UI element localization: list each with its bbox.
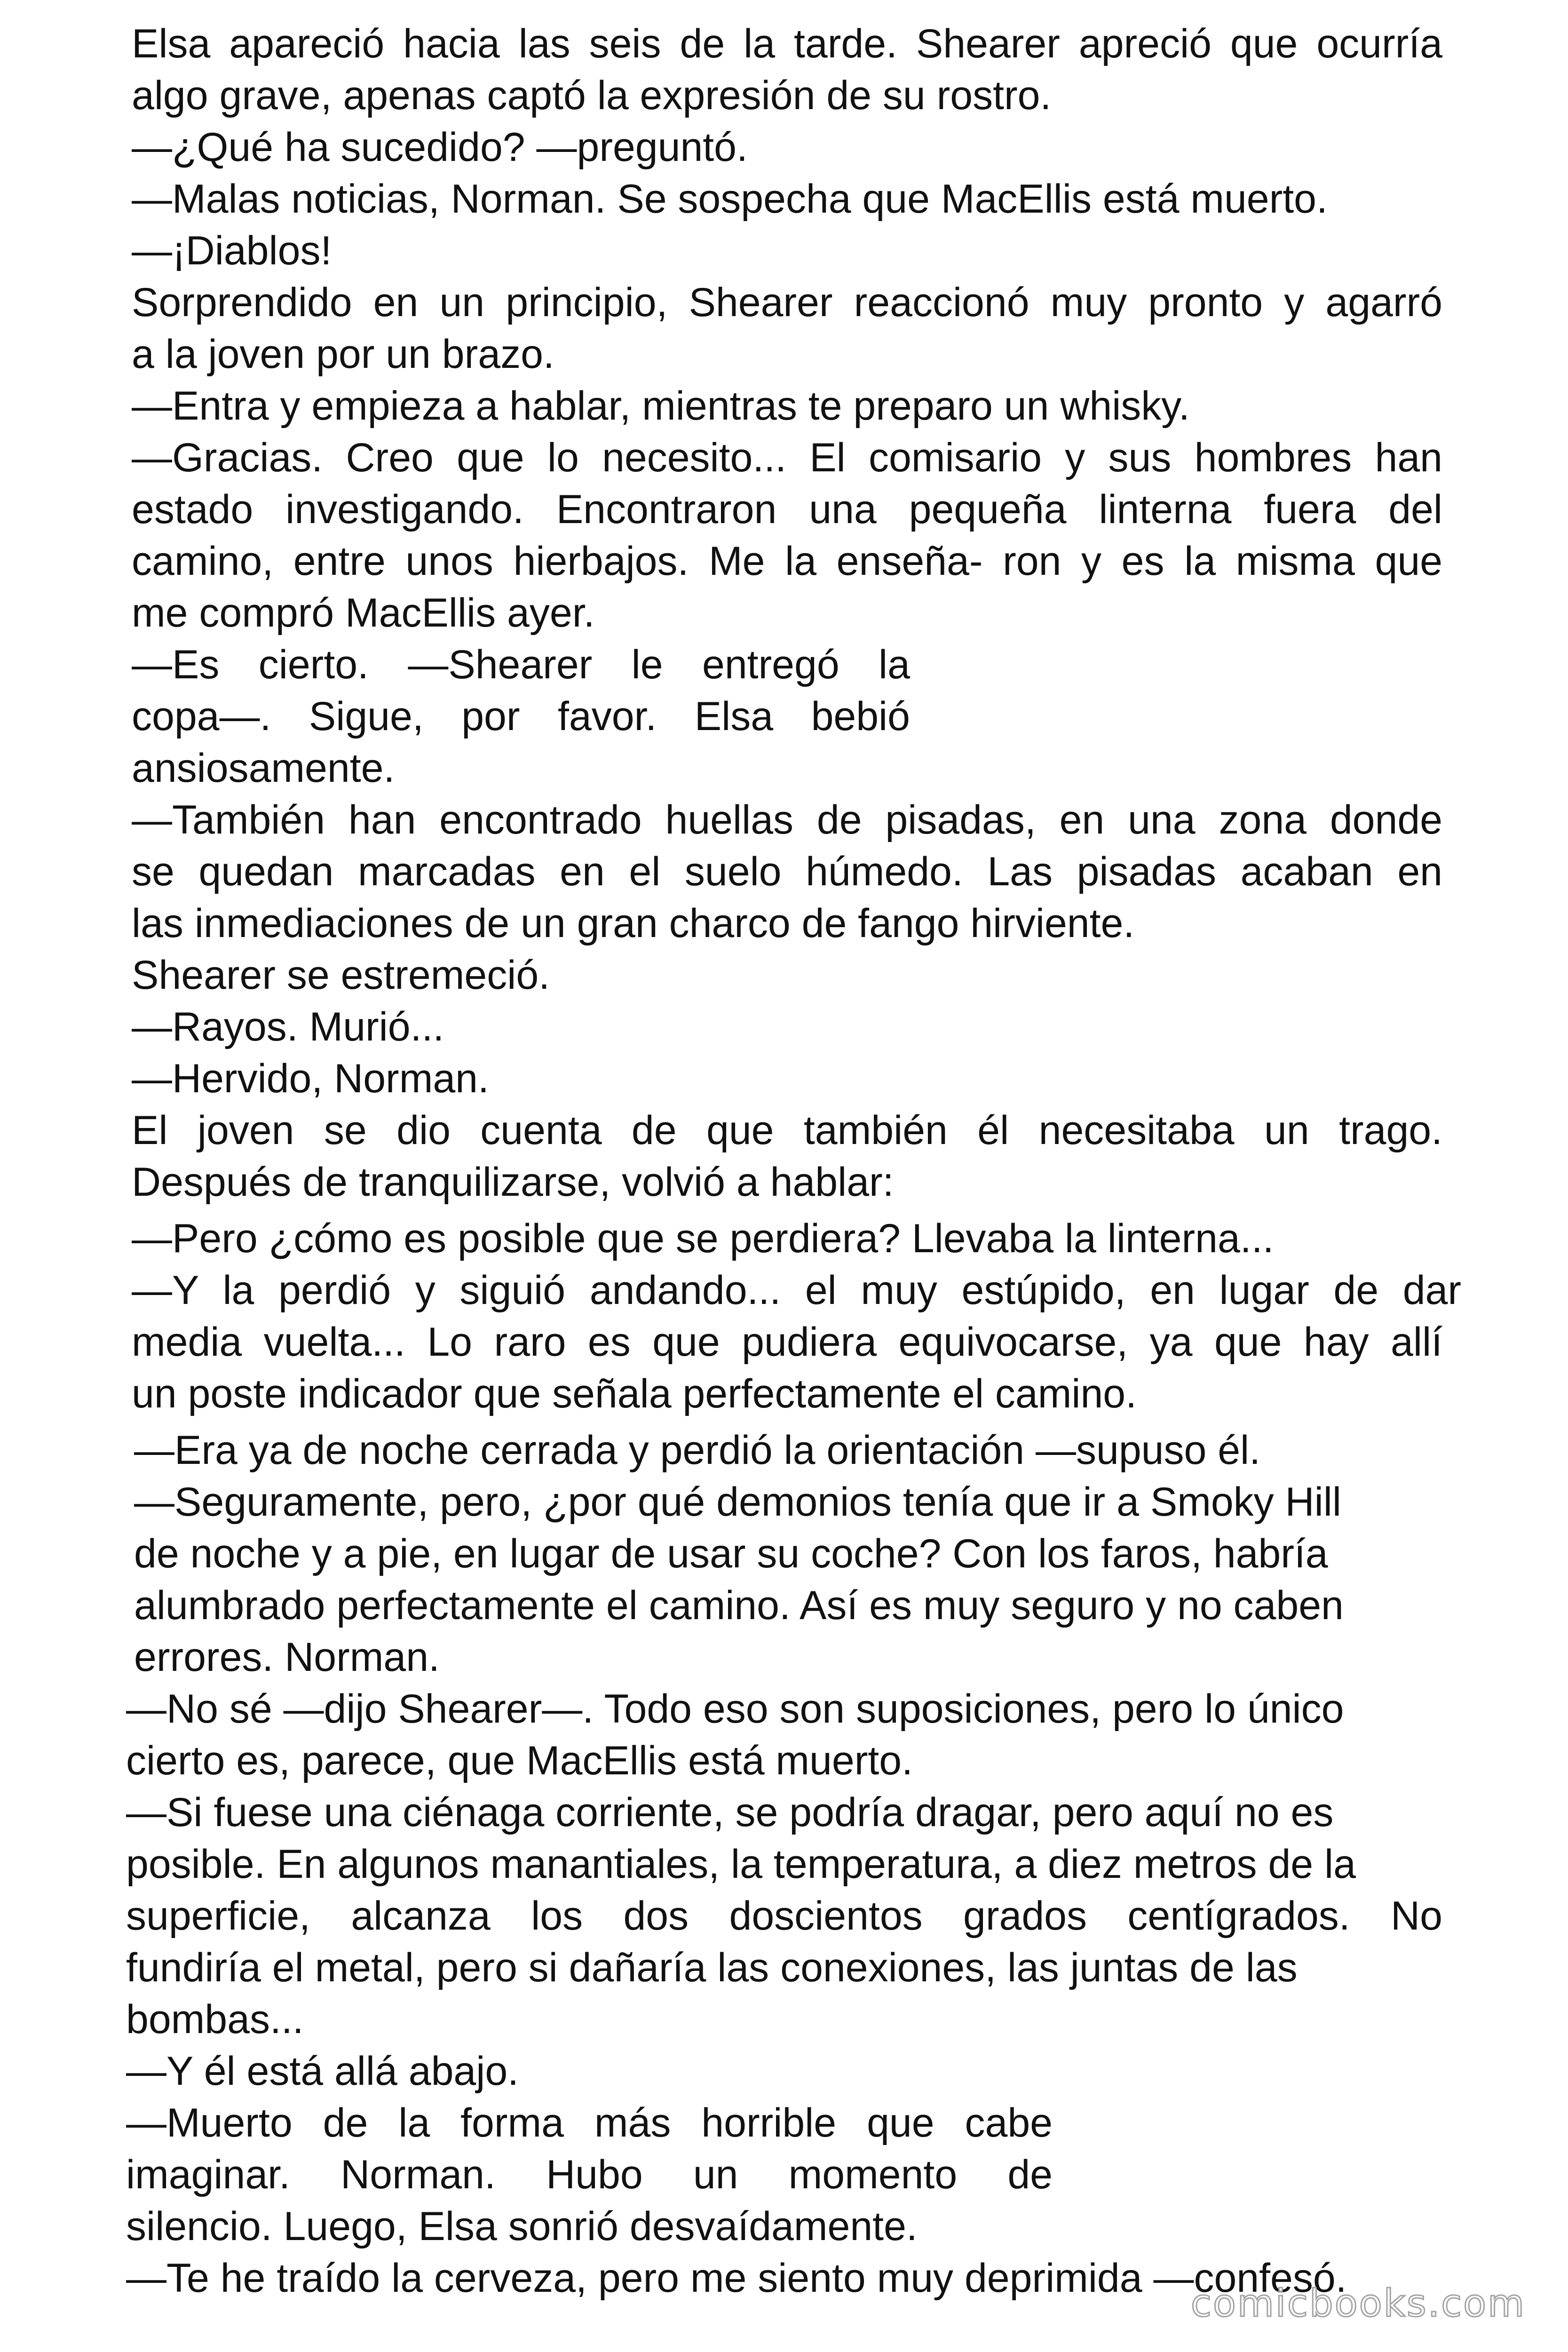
text-line: Sorprendido en un principio, Shearer reaccionó muy pronto y agarró	[132, 280, 1442, 325]
text-line: —No sé —dijo Shearer—. Todo eso son suposiciones, pero lo único	[126, 1686, 1344, 1732]
text-line: cierto es, parece, que MacEllis está muerto.	[126, 1738, 913, 1783]
text-line: —Y la perdió y siguió andando... el muy estúpido, en lugar de dar	[132, 1268, 1461, 1313]
text-line: algo grave, apenas captó la expresión de su rostro.	[132, 73, 1052, 118]
text-line: —Hervido, Norman.	[132, 1056, 489, 1101]
text-line: las inmediaciones de un gran charco de fango hirviente.	[132, 901, 1135, 946]
text-line: Después de tranquilizarse, volvió a hablar:	[132, 1160, 894, 1205]
text-line: media vuelta... Lo raro es que pudiera equivocarse, ya que hay allí	[132, 1319, 1442, 1365]
text-line: Shearer se estremeció.	[132, 953, 550, 998]
text-line: —Te he traído la cerveza, pero me siento muy deprimida —confesó.	[126, 2256, 1347, 2301]
text-line: de noche y a pie, en lugar de usar su coche? Con los faros, habría	[134, 1531, 1328, 1576]
text-line: posible. En algunos manantiales, la temperatura, a diez metros de la	[126, 1842, 1356, 1887]
text-line: —Rayos. Murió...	[132, 1004, 444, 1049]
watermark-logo: comicbooks.com	[1190, 2281, 1526, 2325]
text-line: —También han encontrado huellas de pisadas, en una zona donde	[132, 797, 1442, 842]
text-line: Elsa apareció hacia las seis de la tarde. Shearer apreció que ocurría	[132, 21, 1442, 66]
text-line: errores. Norman.	[134, 1635, 440, 1680]
text-line: —Y él está allá abajo.	[126, 2049, 519, 2094]
text-line: —Gracias. Creo que lo necesito... El comisario y sus hombres han	[132, 435, 1442, 480]
text-line: me compró MacEllis ayer.	[132, 590, 595, 636]
text-line: copa—. Sigue, por favor. Elsa bebió	[132, 694, 910, 739]
text-line: se quedan marcadas en el suelo húmedo. Las pisadas acaban en	[132, 849, 1442, 894]
text-line: a la joven por un brazo.	[132, 332, 554, 377]
text-line: un poste indicador que señala perfectamente el camino.	[132, 1371, 1137, 1416]
text-line: —Pero ¿cómo es posible que se perdiera? Llevaba la linterna...	[132, 1216, 1274, 1261]
text-line: —Entra y empieza a hablar, mientras te preparo un whisky.	[132, 383, 1190, 429]
text-line: camino, entre unos hierbajos. Me la enseña- ron y es la misma que	[132, 539, 1442, 584]
text-line: —Muerto de la forma más horrible que cabe	[126, 2100, 1053, 2145]
text-line: estado investigando. Encontraron una pequeña linterna fuera del	[132, 487, 1442, 532]
text-line: —¡Diablos!	[132, 228, 332, 273]
text-line: bombas...	[126, 1997, 304, 2042]
text-line: silencio. Luego, Elsa sonrió desvaídamente.	[126, 2204, 918, 2249]
text-line: —Es cierto. —Shearer le entregó la	[132, 642, 910, 687]
text-line: El joven se dio cuenta de que también él necesitaba un trago.	[132, 1108, 1442, 1153]
text-line: —¿Qué ha sucedido? —preguntó.	[132, 125, 748, 170]
text-line: imaginar. Norman. Hubo un momento de	[126, 2152, 1053, 2197]
text-line: ansiosamente.	[132, 746, 395, 791]
text-line: alumbrado perfectamente el camino. Así es muy seguro y no caben	[134, 1583, 1344, 1628]
text-line: —Malas noticias, Norman. Se sospecha que MacEllis está muerto.	[132, 176, 1328, 222]
text-line: —Si fuese una ciénaga corriente, se podría dragar, pero aquí no es	[126, 1790, 1334, 1835]
text-line: superficie, alcanza los dos doscientos grados centígrados. No	[126, 1893, 1442, 1939]
text-line: fundiría el metal, pero si dañaría las conexiones, las juntas de las	[126, 1945, 1298, 1990]
text-line: —Seguramente, pero, ¿por qué demonios tenía que ir a Smoky Hill	[134, 1479, 1341, 1525]
text-line: —Era ya de noche cerrada y perdió la orientación —supuso él.	[134, 1428, 1261, 1473]
